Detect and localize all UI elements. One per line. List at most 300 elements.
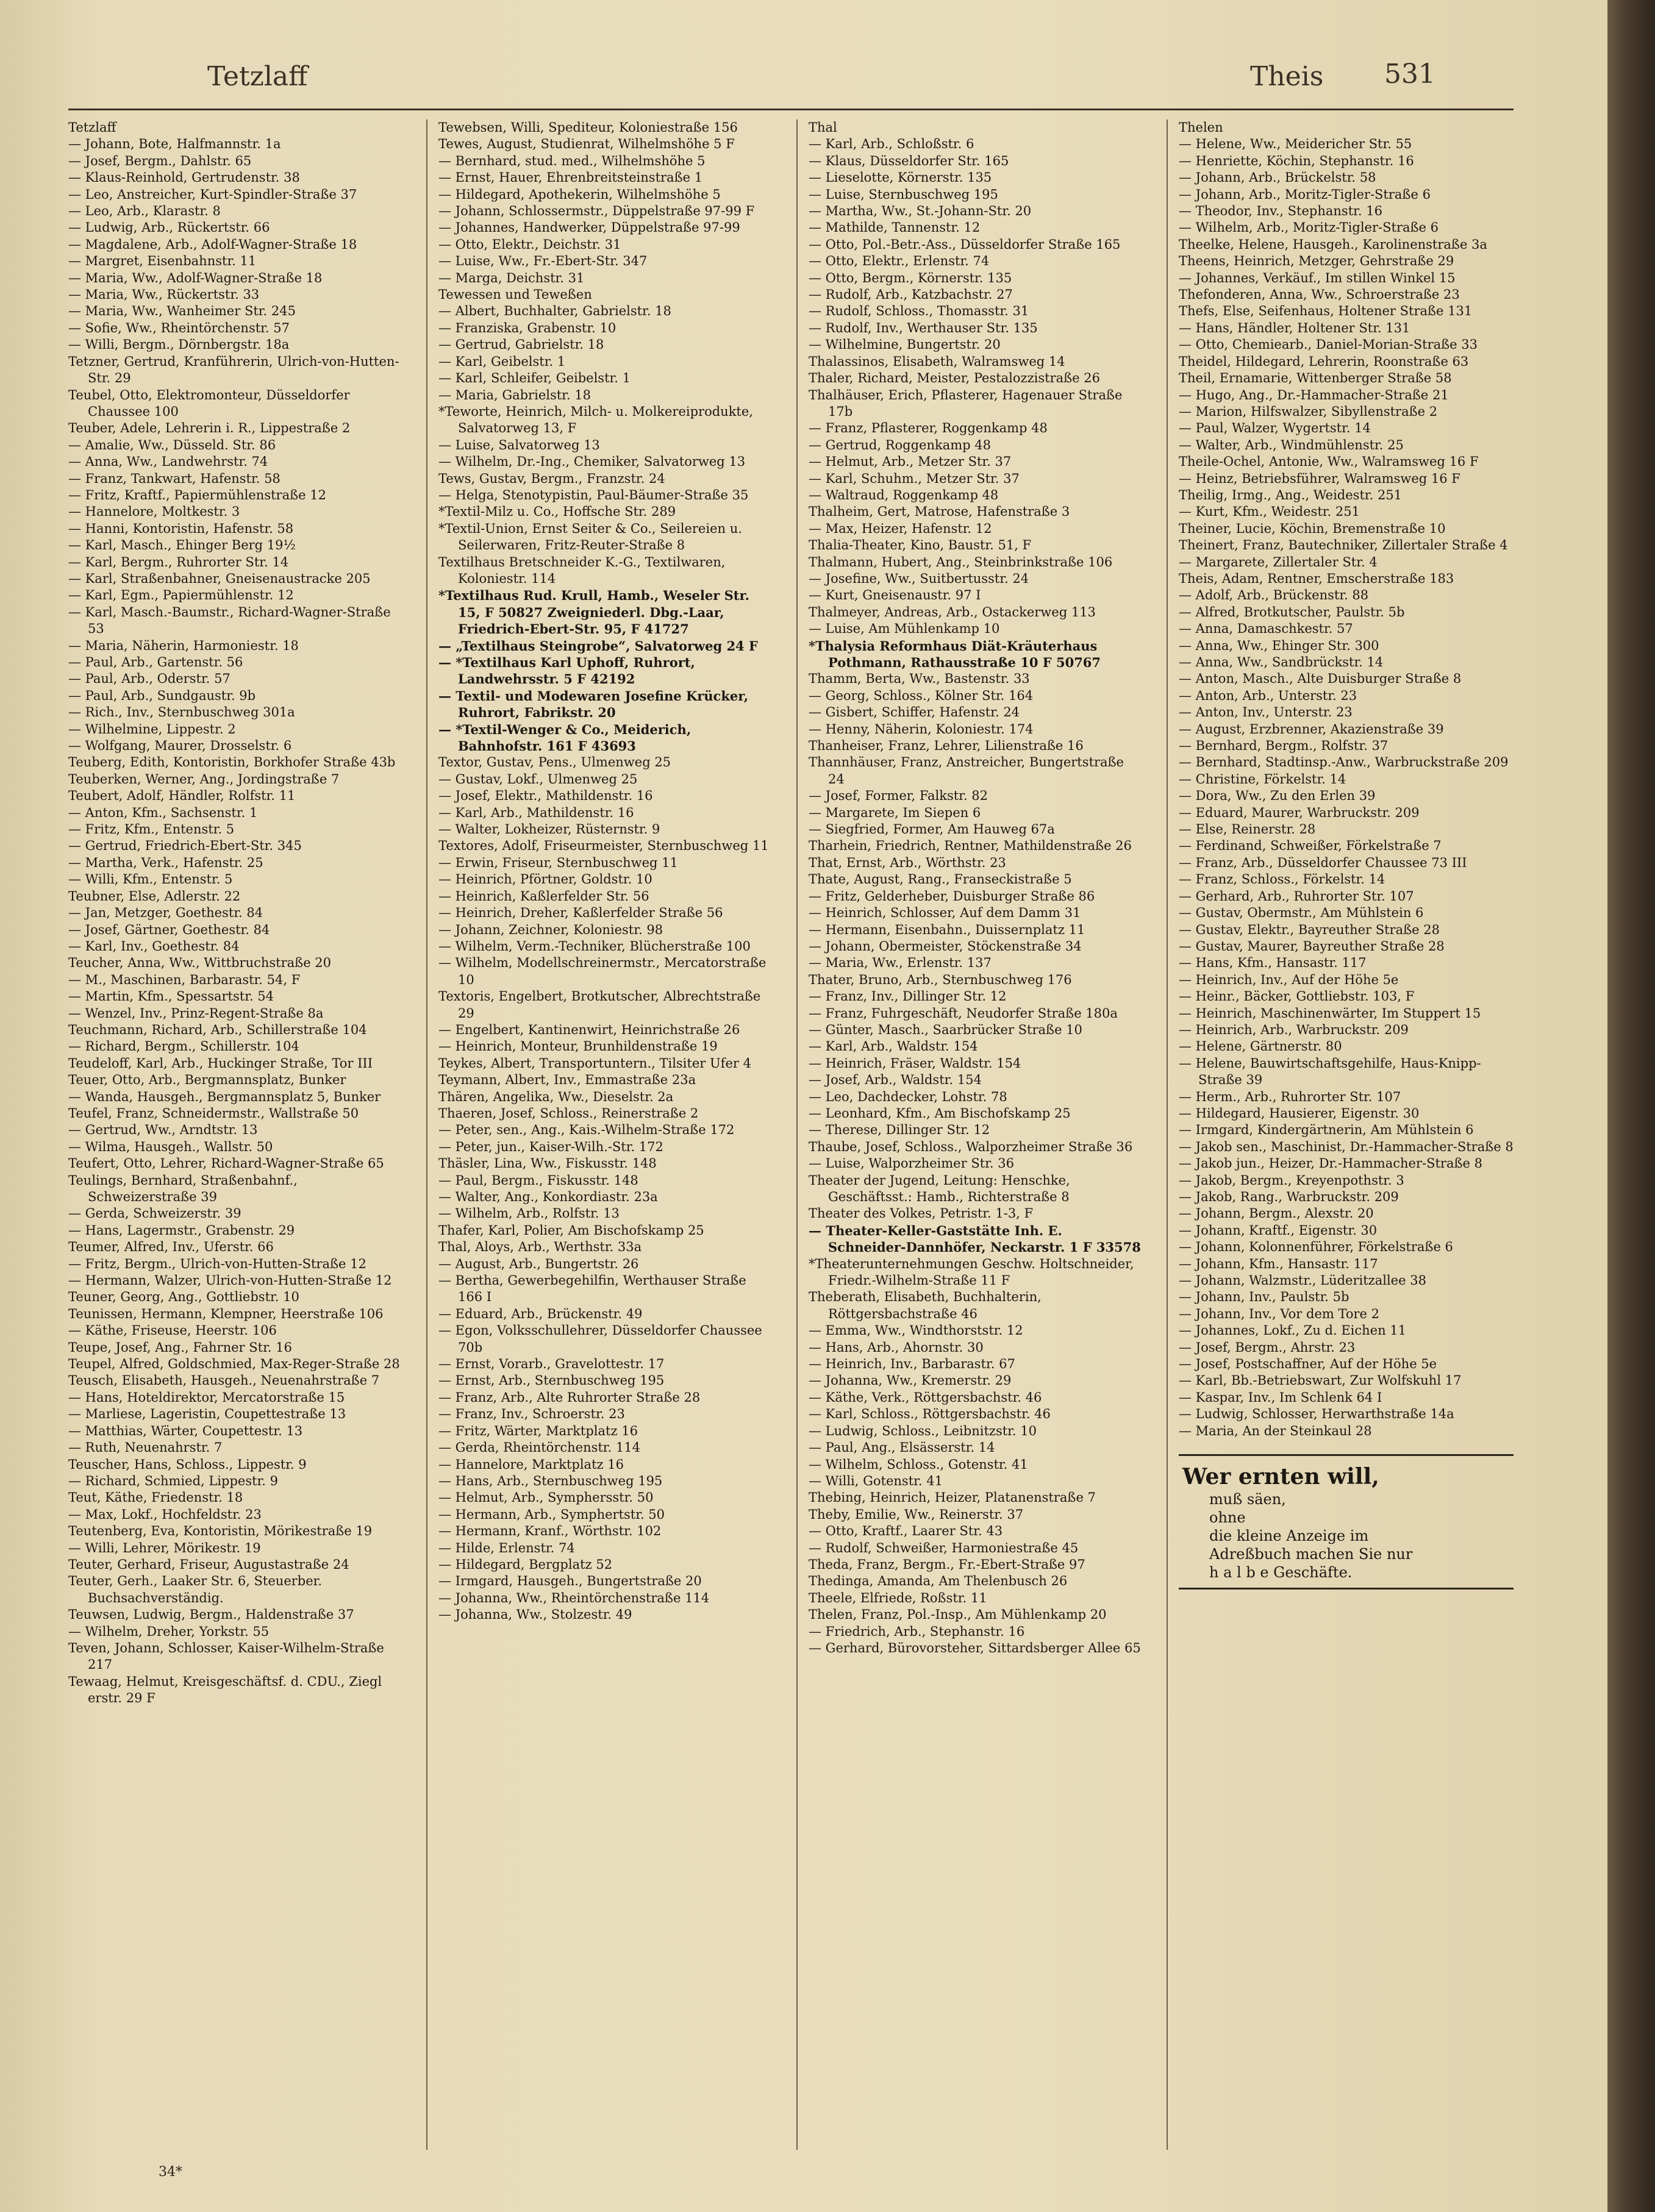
directory-entry: — Jakob, Rang., Warbruckstr. 209 [1179, 1190, 1399, 1204]
directory-entry: — Franz, Pflasterer, Roggenkamp 48 [809, 421, 1048, 436]
directory-entry: — Fritz, Gelderheber, Duisburger Straße 86 [809, 888, 1095, 904]
directory-entry: — Paul, Arb., Gartenstr. 56 [68, 655, 243, 669]
directory-entry: Teutenberg, Eva, Kontoristin, Mörikestraße 19 [68, 1524, 373, 1539]
directory-entry: — Hildegard, Hausierer, Eigenstr. 30 [1179, 1105, 1420, 1121]
directory-entry: — Klaus, Düsseldorfer Str. 165 [809, 153, 1009, 168]
directory-entry: — Ludwig, Arb., Rückertstr. 66 [68, 220, 270, 235]
directory-entry: — Rich., Inv., Sternbuschweg 301a [68, 705, 295, 720]
directory-entry: — Hermann, Eisenbahn., Duissernplatz 11 [809, 922, 1085, 937]
directory-entry: — Henny, Näherin, Koloniestr. 174 [809, 721, 1034, 737]
ad-box-line: ohne [1209, 1509, 1246, 1527]
directory-entry: — Heinrich, Monteur, Brunhildenstraße 19 [438, 1039, 718, 1054]
directory-entry: — Herm., Arb., Ruhrorter Str. 107 [1179, 1089, 1401, 1104]
ad-box [1179, 1454, 1514, 1589]
directory-entry: Teunissen, Hermann, Klempner, Heerstraße 106 [68, 1306, 384, 1321]
directory-entry: Thaube, Josef, Schloss., Walporzheimer Straße 36 [809, 1139, 1133, 1154]
directory-entry: Teuberg, Edith, Kontoristin, Borkhofer Straße 43b [68, 755, 396, 770]
directory-entry: — Amalie, Ww., Düsseld. Str. 86 [68, 437, 276, 452]
directory-entry: — Fritz, Wärter, Marktplatz 16 [438, 1423, 638, 1438]
book-edge [1607, 0, 1655, 2212]
directory-entry: — Walter, Ang., Konkordiastr. 23a [438, 1190, 658, 1204]
directory-entry: — Wilma, Hausgeh., Wallstr. 50 [68, 1139, 273, 1154]
directory-entry: *Textilhaus Rud. Krull, Hamb., Weseler Str. 15, F 50827 Zweigniederl. Dbg.-Laar, Friedrich-Ebert-Str. 95, F 41727 [438, 588, 749, 637]
directory-entry: — Fritz, Kraftf., Papiermühlenstraße 12 [68, 487, 326, 502]
directory-entry: — Paul, Bergm., Fiskusstr. 148 [438, 1172, 638, 1188]
directory-entry: — Fritz, Bergm., Ulrich-von-Hutten-Straße 12 [68, 1256, 366, 1271]
directory-entry: — August, Erzbrenner, Akazienstraße 39 [1179, 721, 1444, 737]
directory-entry: — Johannes, Verkäuf., Im stillen Winkel 15 [1179, 270, 1456, 285]
directory-entry: — Dora, Ww., Zu den Erlen 39 [1179, 788, 1376, 804]
directory-entry: Thal [809, 120, 837, 135]
directory-entry: — Anton, Masch., Alte Duisburger Straße 8 [1179, 671, 1462, 687]
directory-entry: — Luise, Sternbuschweg 195 [809, 187, 998, 202]
directory-entry: — Engelbert, Kantinenwirt, Heinrichstraße 26 [438, 1022, 740, 1037]
directory-entry: — Helene, Ww., Meidericher Str. 55 [1179, 137, 1412, 152]
directory-entry: — Maria, An der Steinkaul 28 [1179, 1423, 1372, 1438]
directory-entry: — Franz, Arb., Alte Ruhrorter Straße 28 [438, 1390, 701, 1405]
directory-entry: — Karl, Arb., Mathildenstr. 16 [438, 805, 634, 820]
directory-entry: — Luise, Walporzheimer Str. 36 [809, 1156, 1014, 1171]
directory-entry: Thate, August, Rang., Franseckistraße 5 [809, 872, 1072, 887]
directory-entry: — Klaus-Reinhold, Gertrudenstr. 38 [68, 170, 300, 185]
directory-entry: — Johann, Zeichner, Koloniestr. 98 [438, 922, 663, 937]
header-rule [68, 109, 1514, 110]
directory-entry: That, Ernst, Arb., Wörthstr. 23 [809, 855, 1006, 870]
directory-entry: — Margarete, Zillertaler Str. 4 [1179, 554, 1378, 569]
directory-entry: — Heinrich, Maschinenwärter, Im Stuppert 15 [1179, 1005, 1481, 1021]
column-1 [68, 120, 403, 2150]
directory-entry: — Wilhelm, Dr.-Ing., Chemiker, Salvatorweg 13 [438, 454, 746, 469]
directory-entry: Thefonderen, Anna, Ww., Schroerstraße 23 [1179, 287, 1460, 302]
directory-entry: Thalmann, Hubert, Ang., Steinbrinkstraße 106 [809, 554, 1113, 569]
directory-entry: — Kurt, Kfm., Weidestr. 251 [1179, 504, 1360, 519]
directory-entry: — Otto, Elektr., Erlenstr. 74 [809, 254, 990, 269]
directory-entry: — Wilhelm, Modellschreinermstr., Mercatorstraße 10 [438, 955, 767, 987]
directory-entry: — Karl, Schloss., Röttgersbachstr. 46 [809, 1407, 1051, 1422]
directory-entry: — Irmgard, Hausgeh., Bungertstraße 20 [438, 1574, 702, 1589]
directory-entry: — Karl, Arb., Schloßstr. 6 [809, 137, 974, 152]
directory-entry: Thebing, Heinrich, Heizer, Platanenstraße 7 [809, 1490, 1096, 1505]
directory-entry: Teut, Käthe, Friedenstr. 18 [68, 1490, 243, 1505]
directory-entry: — Johann, Kfm., Hansastr. 117 [1179, 1256, 1378, 1271]
directory-entry: Teuter, Gerh., Laaker Str. 6, Steuerber. Buchsachverständig. [68, 1574, 323, 1605]
directory-entry: — Wilhelm, Verm.-Techniker, Blücherstraße 100 [438, 938, 751, 954]
directory-entry: — Gerda, Schweizerstr. 39 [68, 1206, 241, 1221]
directory-entry: — Hannelore, Moltkestr. 3 [68, 504, 240, 519]
directory-entry: Teumer, Alfred, Inv., Uferstr. 66 [68, 1240, 274, 1255]
directory-entry: Teuner, Georg, Ang., Gottliebstr. 10 [68, 1290, 299, 1305]
directory-entry: — Wilhelm, Schloss., Gotenstr. 41 [809, 1457, 1028, 1472]
directory-entry: — Walter, Arb., Windmühlenstr. 25 [1179, 437, 1404, 452]
directory-entry: — Maria, Gabrielstr. 18 [438, 387, 591, 402]
directory-entry: — Lieselotte, Körnerstr. 135 [809, 170, 992, 185]
directory-entry: Theens, Heinrich, Metzger, Gehrstraße 29 [1179, 254, 1454, 269]
directory-entry: — Heinrich, Schlosser, Auf dem Damm 31 [809, 905, 1081, 921]
directory-entry: — Wilhelm, Arb., Moritz-Tigler-Straße 6 [1179, 220, 1439, 235]
directory-entry: Teubel, Otto, Elektromonteur, Düsseldorfer Chaussee 100 [68, 387, 350, 419]
directory-entry: — Hermann, Walzer, Ulrich-von-Hutten-Straße 12 [68, 1273, 392, 1288]
directory-entry: — Karl, Egm., Papiermühlenstr. 12 [68, 588, 294, 603]
directory-entry: Teubert, Adolf, Händler, Rolfstr. 11 [68, 788, 296, 804]
directory-entry: — Käthe, Friseuse, Heerstr. 106 [68, 1323, 277, 1338]
directory-entry: — Sofie, Ww., Rheintörchenstr. 57 [68, 320, 290, 335]
directory-entry: — Ferdinand, Schweißer, Förkelstraße 7 [1179, 838, 1442, 854]
ad-box-line: muß säen, [1209, 1491, 1286, 1508]
directory-entry: — Hermann, Arb., Symphertstr. 50 [438, 1507, 665, 1522]
directory-entry: — Maria, Ww., Adolf-Wagner-Straße 18 [68, 270, 323, 285]
directory-entry: — Henriette, Köchin, Stephanstr. 16 [1179, 153, 1414, 168]
directory-entry: — Hugo, Ang., Dr.-Hammacher-Straße 21 [1179, 387, 1449, 402]
directory-entry: Thanheiser, Franz, Lehrer, Lilienstraße 16 [809, 738, 1084, 754]
directory-entry: — Anna, Ww., Landwehrstr. 74 [68, 454, 268, 469]
directory-entry: — Anna, Damaschkestr. 57 [1179, 621, 1353, 637]
directory-entry: Teusch, Elisabeth, Hausgeh., Neuenahrstraße 7 [68, 1373, 380, 1388]
directory-entry: — *Textilhaus Karl Uphoff, Ruhrort, Landwehrsstr. 5 F 42192 [438, 655, 695, 687]
directory-entry: — Wolfgang, Maurer, Drosselstr. 6 [68, 738, 292, 754]
directory-entry: Thal, Aloys, Arb., Werthstr. 33a [438, 1240, 642, 1255]
directory-entry: — Christine, Förkelstr. 14 [1179, 771, 1346, 787]
directory-entry: — Josef, Gärtner, Goethestr. 84 [68, 922, 270, 937]
directory-entry: — Franz, Schloss., Förkelstr. 14 [1179, 872, 1385, 887]
directory-entry: Teupel, Alfred, Goldschmied, Max-Reger-Straße 28 [68, 1357, 400, 1372]
directory-entry: — Johann, Schlossermstr., Düppelstraße 97-99 F [438, 204, 755, 219]
directory-entry: — Gisbert, Schiffer, Hafenstr. 24 [809, 705, 1020, 720]
ad-box-line: Adreßbuch machen Sie nur [1209, 1546, 1413, 1563]
directory-entry: — Otto, Chemiearb., Daniel-Morian-Straße 33 [1179, 337, 1478, 352]
directory-entry: — Karl, Masch.-Baumstr., Richard-Wagner-Straße 53 [68, 604, 391, 637]
directory-entry: — Günter, Masch., Saarbrücker Straße 10 [809, 1022, 1082, 1037]
directory-entry: — Karl, Bergm., Ruhrorter Str. 14 [68, 554, 289, 569]
directory-entry: — Gertrud, Gabrielstr. 18 [438, 337, 604, 352]
directory-entry: — Eduard, Maurer, Warbruckstr. 209 [1179, 805, 1420, 820]
directory-entry: *Teworte, Heinrich, Milch- u. Molkereiprodukte, Salvatorweg 13, F [438, 404, 753, 436]
directory-entry: — Anton, Kfm., Sachsenstr. 1 [68, 805, 258, 820]
directory-entry: — Karl, Schuhm., Metzer Str. 37 [809, 471, 1020, 486]
directory-entry: Tetzner, Gertrud, Kranführerin, Ulrich-von-Hutten-Str. 29 [68, 354, 399, 386]
directory-entry: — Martin, Kfm., Spessartstr. 54 [68, 989, 274, 1004]
directory-entry: — Rudolf, Schloss., Thomasstr. 31 [809, 304, 1029, 319]
directory-entry: — Johann, Obermeister, Stöckenstraße 34 [809, 938, 1082, 954]
directory-entry: — Waltraud, Roggenkamp 48 [809, 487, 999, 502]
directory-entry: — Johannes, Handwerker, Düppelstraße 97-99 [438, 220, 740, 235]
directory-entry: Textor, Gustav, Pens., Ulmenweg 25 [438, 755, 671, 770]
directory-entry: Teufel, Franz, Schneidermstr., Wallstraße 50 [68, 1105, 359, 1121]
header-right-name: Theis [1250, 61, 1324, 92]
directory-entry: Tewes, August, Studienrat, Wilhelmshöhe 5 F [438, 137, 735, 152]
directory-entry: — Egon, Volksschullehrer, Düsseldorfer Chaussee 70b [438, 1323, 762, 1355]
directory-entry: — Gerhard, Arb., Ruhrorter Str. 107 [1179, 888, 1414, 904]
directory-entry: — Heinz, Betriebsführer, Walramsweg 16 F [1179, 471, 1460, 486]
directory-entry: — Ernst, Arb., Sternbuschweg 195 [438, 1373, 665, 1388]
directory-entry: Teymann, Albert, Inv., Emmastraße 23a [438, 1072, 696, 1088]
directory-entry: — Else, Reinerstr. 28 [1179, 822, 1316, 837]
directory-entry: — Willi, Bergm., Dörnbergstr. 18a [68, 337, 290, 352]
directory-entry: — Wanda, Hausgeh., Bergmannsplatz 5, Bunker [68, 1089, 381, 1104]
directory-entry: — Georg, Schloss., Kölner Str. 164 [809, 688, 1034, 703]
directory-entry: Teuchmann, Richard, Arb., Schillerstraße 104 [68, 1022, 367, 1037]
directory-entry: — Heinrich, Arb., Warbruckstr. 209 [1179, 1022, 1409, 1037]
directory-entry: — Hans, Hoteldirektor, Mercatorstraße 15 [68, 1390, 345, 1405]
directory-entry: — Richard, Schmied, Lippestr. 9 [68, 1473, 278, 1488]
directory-entry: — Franz, Inv., Schroerstr. 23 [438, 1407, 625, 1422]
directory-entry: Teucher, Anna, Ww., Wittbruchstraße 20 [68, 955, 332, 971]
directory-entry: — Hans, Kfm., Hansastr. 117 [1179, 955, 1367, 971]
directory-entry: *Theaterunternehmungen Geschw. Holtschneider, Friedr.-Wilhelm-Straße 11 F [809, 1256, 1134, 1288]
directory-entry: — Karl, Straßenbahner, Gneisenaustracke 205 [68, 571, 371, 586]
directory-entry: — Ludwig, Schlosser, Herwarthstraße 14a [1179, 1407, 1454, 1422]
directory-entry: — Maria, Ww., Rückertstr. 33 [68, 287, 260, 302]
directory-entry: Theiner, Lucie, Köchin, Bremenstraße 10 [1179, 521, 1446, 536]
directory-entry: — Johann, Inv., Paulstr. 5b [1179, 1290, 1349, 1305]
directory-entry: — Hans, Arb., Sternbuschweg 195 [438, 1473, 663, 1488]
directory-entry: Textoris, Engelbert, Brotkutscher, Albrechtstraße 29 [438, 989, 761, 1021]
directory-entry: — Otto, Kraftf., Laarer Str. 43 [809, 1524, 1003, 1539]
directory-entry: — Leo, Anstreicher, Kurt-Spindler-Straße 37 [68, 187, 357, 202]
directory-entry: Teulings, Bernhard, Straßenbahnf., Schweizerstraße 39 [68, 1172, 298, 1204]
directory-entry: Thalassinos, Elisabeth, Walramsweg 14 [809, 354, 1065, 369]
directory-entry: — Gertrud, Ww., Arndtstr. 13 [68, 1122, 258, 1138]
directory-entry: Thafer, Karl, Polier, Am Bischofskamp 25 [438, 1222, 704, 1238]
directory-entry: — Johann, Arb., Moritz-Tigler-Straße 6 [1179, 187, 1431, 202]
directory-entry: Thalhäuser, Erich, Pflasterer, Hagenauer Straße 17b [809, 387, 1123, 419]
directory-entry: — Marga, Deichstr. 31 [438, 270, 585, 285]
directory-entry: *Textil-Milz u. Co., Hoffsche Str. 289 [438, 504, 676, 519]
directory-entry: Teuwsen, Ludwig, Bergm., Haldenstraße 37 [68, 1607, 354, 1622]
directory-entry: Tewebsen, Willi, Spediteur, Koloniestraße 156 [438, 120, 738, 135]
directory-entry: — Heinrich, Kaßlerfelder Str. 56 [438, 888, 649, 904]
directory-entry: — Karl, Schleifer, Geibelstr. 1 [438, 371, 631, 386]
directory-entry: Textores, Adolf, Friseurmeister, Sternbuschweg 11 [438, 838, 769, 854]
directory-entry: — Helmut, Arb., Metzer Str. 37 [809, 454, 1012, 469]
directory-entry: — Karl, Arb., Waldstr. 154 [809, 1039, 978, 1054]
directory-entry: — Luise, Salvatorweg 13 [438, 437, 600, 452]
directory-entry: — Theater-Keller-Gaststätte Inh. E. Schneider-Dannhöfer, Neckarstr. 1 F 33578 [809, 1222, 1141, 1255]
directory-entry: — Jan, Metzger, Goethestr. 84 [68, 905, 263, 921]
directory-entry: — Jakob, Bergm., Kreyenpothstr. 3 [1179, 1172, 1404, 1188]
directory-entry: — Gerda, Rheintörchenstr. 114 [438, 1440, 640, 1455]
directory-entry: — *Textil-Wenger & Co., Meiderich, Bahnhofstr. 161 F 43693 [438, 721, 692, 754]
directory-entry: — Walter, Lokheizer, Rüsternstr. 9 [438, 822, 660, 837]
directory-entry: — Anna, Ww., Sandbrückstr. 14 [1179, 655, 1384, 669]
directory-entry: — Franz, Tankwart, Hafenstr. 58 [68, 471, 281, 486]
directory-entry: — Hermann, Kranf., Wörthstr. 102 [438, 1524, 662, 1539]
directory-entry: — Gustav, Maurer, Bayreuther Straße 28 [1179, 938, 1445, 954]
directory-entry: — Peter, sen., Ang., Kais.-Wilhelm-Straße 172 [438, 1122, 735, 1138]
directory-entry: Teudeloff, Karl, Arb., Huckinger Straße, Tor III [68, 1055, 373, 1071]
directory-entry: Thelen [1179, 120, 1223, 135]
directory-entry: — Anton, Inv., Unterstr. 23 [1179, 705, 1353, 720]
directory-entry: — Wenzel, Inv., Prinz-Regent-Straße 8a [68, 1005, 324, 1021]
directory-entry: — Wilhelm, Dreher, Yorkstr. 55 [68, 1624, 270, 1639]
directory-entry: — Bernhard, Bergm., Rolfstr. 37 [1179, 738, 1389, 754]
directory-entry: — Helga, Stenotypistin, Paul-Bäumer-Straße 35 [438, 487, 749, 502]
directory-entry: — Franz, Inv., Dillinger Str. 12 [809, 989, 1007, 1004]
ad-box-line: die kleine Anzeige im [1209, 1527, 1369, 1545]
directory-entry: — Helmut, Arb., Symphersstr. 50 [438, 1490, 654, 1505]
directory-entry: Tetzlaff [68, 120, 116, 135]
directory-entry: — Heinrich, Fräser, Waldstr. 154 [809, 1055, 1021, 1071]
directory-entry: — Franz, Arb., Düsseldorfer Chaussee 73 III [1179, 855, 1467, 870]
directory-entry: — Rudolf, Arb., Katzbachstr. 27 [809, 287, 1013, 302]
directory-entry: — Kurt, Gneisenaustr. 97 I [809, 588, 981, 603]
directory-entry: Tharhein, Friedrich, Rentner, Mathildenstraße 26 [809, 838, 1132, 854]
directory-entry: — Johannes, Lokf., Zu d. Eichen 11 [1179, 1323, 1407, 1338]
directory-entry: — Mathilde, Tannenstr. 12 [809, 220, 981, 235]
directory-entry: Thannhäuser, Franz, Anstreicher, Bungertstraße 24 [809, 755, 1124, 787]
directory-entry: — Max, Lokf., Hochfeldstr. 23 [68, 1507, 262, 1522]
directory-entry: Thater, Bruno, Arb., Sternbuschweg 176 [809, 972, 1072, 987]
directory-entry: — Wilhelm, Arb., Rolfstr. 13 [438, 1206, 620, 1221]
directory-entry: Teven, Johann, Schlosser, Kaiser-Wilhelm-Straße 217 [68, 1640, 384, 1672]
directory-entry: — Adolf, Arb., Brückenstr. 88 [1179, 588, 1369, 603]
directory-entry: — Hanni, Kontoristin, Hafenstr. 58 [68, 521, 294, 536]
header-left-name: Tetzlaff [207, 61, 308, 92]
directory-entry: Thalia-Theater, Kino, Baustr. 51, F [809, 538, 1032, 553]
directory-entry: — Hildegard, Apothekerin, Wilhelmshöhe 5 [438, 187, 721, 202]
directory-entry: — Johann, Kraftf., Eigenstr. 30 [1179, 1222, 1378, 1238]
directory-entry: — Johann, Bote, Halfmannstr. 1a [68, 137, 281, 152]
directory-entry: — Josef, Postschaffner, Auf der Höhe 5e [1179, 1357, 1437, 1372]
directory-entry: — Willi, Gotenstr. 41 [809, 1473, 943, 1488]
directory-entry: Thaeren, Josef, Schloss., Reinerstraße 2 [438, 1105, 699, 1121]
directory-entry: — Gustav, Lokf., Ulmenweg 25 [438, 771, 638, 787]
directory-entry: Thefs, Else, Seifenhaus, Holtener Straße 131 [1179, 304, 1473, 319]
directory-entry: — Theodor, Inv., Stephanstr. 16 [1179, 204, 1382, 219]
directory-entry: — Matthias, Wärter, Coupettestr. 13 [68, 1423, 303, 1438]
directory-entry: Thalheim, Gert, Matrose, Hafenstraße 3 [809, 504, 1070, 519]
directory-entry: — Otto, Elektr., Deichstr. 31 [438, 237, 621, 252]
directory-entry: Thäsler, Lina, Ww., Fiskusstr. 148 [438, 1156, 657, 1171]
directory-entry: — Erwin, Friseur, Sternbuschweg 11 [438, 855, 678, 870]
directory-entry: — Johann, Inv., Vor dem Tore 2 [1179, 1306, 1379, 1321]
columns [68, 120, 1514, 2150]
directory-entry: — Marliese, Lageristin, Coupettestraße 13 [68, 1407, 346, 1422]
directory-entry: *Thalysia Reformhaus Diät-Kräuterhaus Pothmann, Rathausstraße 10 F 50767 [809, 638, 1101, 670]
directory-entry: Theinert, Franz, Bautechniker, Zillertaler Straße 4 [1179, 538, 1508, 553]
directory-entry: — Franz, Fuhrgeschäft, Neudorfer Straße 180a [809, 1005, 1118, 1021]
directory-entry: — Gustav, Elektr., Bayreuther Straße 28 [1179, 922, 1440, 937]
directory-entry: — Johanna, Ww., Rheintörchenstraße 114 [438, 1590, 710, 1605]
directory-entry: — Anna, Ww., Ehinger Str. 300 [1179, 638, 1379, 653]
directory-entry: — Paul, Arb., Oderstr. 57 [68, 671, 231, 687]
directory-entry: Teuber, Adele, Lehrerin i. R., Lippestraße 2 [68, 421, 351, 436]
directory-entry: Teuter, Gerhard, Friseur, Augustastraße 24 [68, 1557, 349, 1572]
directory-entry: — Willi, Lehrer, Mörikestr. 19 [68, 1540, 261, 1555]
directory-entry: — Heinrich, Inv., Barbarastr. 67 [809, 1357, 1015, 1372]
directory-entry: — Paul, Walzer, Wygertstr. 14 [1179, 421, 1371, 436]
directory-entry: — Johann, Walzmstr., Lüderitzallee 38 [1179, 1273, 1426, 1288]
directory-entry: — Rudolf, Inv., Werthauser Str. 135 [809, 320, 1038, 335]
directory-entry: Textilhaus Bretschneider K.-G., Textilwaren, Koloniestr. 114 [438, 554, 726, 586]
directory-entry: Thalmeyer, Andreas, Arb., Ostackerweg 113 [809, 604, 1096, 619]
directory-entry: Tewaag, Helmut, Kreisgeschäftsf. d. CDU., Ziegl​erstr. 29 F [68, 1674, 382, 1706]
directory-entry: — Emma, Ww., Windthorststr. 12 [809, 1323, 1023, 1338]
directory-entry: — Luise, Ww., Fr.-Ebert-Str. 347 [438, 254, 648, 269]
directory-entry: — Wilhelmine, Bungertstr. 20 [809, 337, 1001, 352]
directory-entry: — Fritz, Kfm., Entenstr. 5 [68, 822, 235, 837]
directory-entry: — Maria, Näherin, Harmoniestr. 18 [68, 638, 299, 653]
directory-entry: Theidel, Hildegard, Lehrerin, Roonstraße 63 [1179, 354, 1469, 369]
directory-entry: *Textil-Union, Ernst Seiter & Co., Seilereien u. Seilerwaren, Fritz-Reuter-Straße 8 [438, 521, 742, 553]
directory-entry: — Ernst, Hauer, Ehrenbreitsteinstraße 1 [438, 170, 703, 185]
directory-entry: — Albert, Buchhalter, Gabrielstr. 18 [438, 304, 671, 319]
directory-entry: Theis, Adam, Rentner, Emscherstraße 183 [1179, 571, 1454, 586]
directory-entry: Theater des Volkes, Petristr. 1-3, F [809, 1206, 1034, 1221]
directory-entry: — „Textilhaus Steingrobe“, Salvatorweg 24 F [438, 638, 758, 654]
directory-entry: Thedinga, Amanda, Am Thelenbusch 26 [809, 1574, 1068, 1589]
directory-entry: — Otto, Pol.-Betr.-Ass., Düsseldorfer Straße 165 [809, 237, 1121, 252]
column-2 [426, 120, 773, 2150]
directory-entry: — Karl, Masch., Ehinger Berg 19½ [68, 538, 296, 553]
directory-entry: — Heinr., Bäcker, Gottliebstr. 103, F [1179, 989, 1415, 1004]
directory-entry: — Gertrud, Friedrich-Ebert-Str. 345 [68, 838, 302, 854]
directory-entry: — Siegfried, Former, Am Hauweg 67a [809, 822, 1055, 837]
directory-entry: — Margret, Eisenbahnstr. 11 [68, 254, 257, 269]
directory-entry: — Maria, Ww., Erlenstr. 137 [809, 955, 992, 971]
directory-entry: — Marion, Hilfswalzer, Sibyllenstraße 2 [1179, 404, 1438, 419]
directory-entry: — Hans, Arb., Ahornstr. 30 [809, 1340, 984, 1355]
directory-entry: — Therese, Dillinger Str. 12 [809, 1122, 990, 1138]
directory-entry: Teupe, Josef, Ang., Fahrner Str. 16 [68, 1340, 292, 1355]
directory-entry: — Heinrich, Inv., Auf der Höhe 5e [1179, 972, 1399, 987]
directory-entry: — Josef, Former, Falkstr. 82 [809, 788, 988, 804]
directory-entry: — Gerhard, Bürovorsteher, Sittardsberger Allee 65 [809, 1640, 1141, 1655]
directory-entry: — Käthe, Verk., Röttgersbachstr. 46 [809, 1390, 1042, 1405]
directory-entry: Teykes, Albert, Transportuntern., Tilsiter Ufer 4 [438, 1055, 751, 1071]
directory-entry: — Josef, Arb., Waldstr. 154 [809, 1072, 982, 1088]
directory-entry: — Franziska, Grabenstr. 10 [438, 320, 617, 335]
directory-entry: — Bernhard, stud. med., Wilhelmshöhe 5 [438, 153, 706, 168]
directory-entry: — Friedrich, Arb., Stephanstr. 16 [809, 1624, 1025, 1639]
column-4-entries [1179, 120, 1514, 1440]
directory-entry: — Karl, Geibelstr. 1 [438, 354, 566, 369]
directory-entry: Teuscher, Hans, Schloss., Lippestr. 9 [68, 1457, 307, 1472]
directory-entry: — Johann, Kolonnenführer, Förkelstraße 6 [1179, 1240, 1453, 1255]
directory-entry: — Josef, Elektr., Mathildenstr. 16 [438, 788, 653, 804]
directory-entry: — Anton, Arb., Unterstr. 23 [1179, 688, 1357, 703]
directory-entry: — Textil- und Modewaren Josefine Krücker, Ruhrort, Fabrikstr. 20 [438, 688, 749, 721]
directory-entry: — Josef, Bergm., Dahlstr. 65 [68, 153, 252, 168]
directory-entry: — Hildegard, Bergplatz 52 [438, 1557, 613, 1572]
directory-entry: Theelke, Helene, Hausgeh., Karolinenstraße 3a [1179, 237, 1487, 252]
directory-entry: — Magdalene, Arb., Adolf-Wagner-Straße 18 [68, 237, 357, 252]
directory-entry: — Ernst, Vorarb., Gravelottestr. 17 [438, 1357, 665, 1372]
directory-entry: — Paul, Arb., Sundgaustr. 9b [68, 688, 256, 703]
directory-entry: — Hilde, Erlenstr. 74 [438, 1540, 575, 1555]
directory-entry: — Helene, Bauwirtschaftsgehilfe, Haus-Knipp-Straße 39 [1179, 1055, 1481, 1088]
directory-entry: Thaler, Richard, Meister, Pestalozzistraße 26 [809, 371, 1100, 386]
footer-signature: 34* [159, 2164, 182, 2180]
directory-entry: — Hans, Händler, Holtener Str. 131 [1179, 320, 1410, 335]
directory-entry: — Heinrich, Pförtner, Goldstr. 10 [438, 872, 652, 887]
directory-entry: — Peter, jun., Kaiser-Wilh.-Str. 172 [438, 1139, 663, 1154]
directory-entry: — August, Arb., Bungertstr. 26 [438, 1256, 639, 1271]
ad-box-title: Wer ernten will, [1182, 1464, 1379, 1490]
directory-entry: — Karl, Inv., Goethestr. 84 [68, 938, 240, 954]
directory-entry: — Leonhard, Kfm., Am Bischofskamp 25 [809, 1105, 1071, 1121]
directory-entry: — Alfred, Brotkutscher, Paulstr. 5b [1179, 604, 1405, 619]
directory-entry: — Heinrich, Dreher, Kaßlerfelder Straße 56 [438, 905, 723, 921]
directory-entry: Teuer, Otto, Arb., Bergmannsplatz, Bunker [68, 1072, 346, 1088]
directory-entry: — Kaspar, Inv., Im Schlenk 64 I [1179, 1390, 1382, 1405]
directory-entry: Tews, Gustav, Bergm., Franzstr. 24 [438, 471, 665, 486]
directory-entry: — Martha, Verk., Hafenstr. 25 [68, 855, 263, 870]
directory-entry: — Paul, Ang., Elsässerstr. 14 [809, 1440, 995, 1455]
ad-box-line: h a l b e Geschäfte. [1209, 1564, 1353, 1582]
directory-entry: — Wilhelmine, Lippestr. 2 [68, 721, 236, 737]
directory-entry: — Leo, Dachdecker, Lohstr. 78 [809, 1089, 1007, 1104]
directory-entry: — Maria, Ww., Wanheimer Str. 245 [68, 304, 296, 319]
